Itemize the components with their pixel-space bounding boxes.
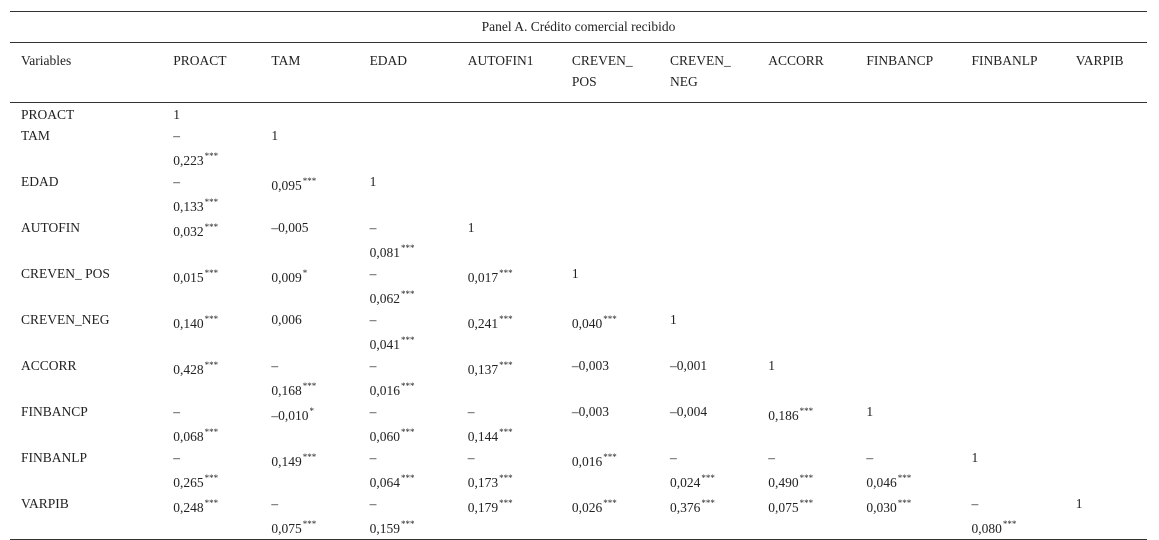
table-row: [10, 493, 1147, 539]
cell-value: 0,060: [369, 429, 400, 444]
table-cell: [260, 493, 358, 539]
table-cell: [659, 263, 757, 309]
significance-marker: *: [309, 406, 315, 416]
table-cell: [561, 125, 659, 171]
significance-marker: ***: [499, 314, 513, 324]
cell-value: 0,376: [670, 500, 701, 515]
table-cell: [961, 309, 1065, 355]
column-header-tam: TAM: [260, 43, 358, 103]
negative-sign: –: [670, 450, 677, 465]
table-cell: [855, 309, 960, 355]
table-cell: [162, 447, 260, 493]
column-header-finbancp: FINBANCP: [855, 43, 960, 103]
significance-marker: ***: [400, 473, 415, 483]
table-cell: [1065, 171, 1147, 217]
negative-sign: –: [971, 496, 979, 511]
table-cell: [961, 171, 1065, 217]
table-cell: [961, 103, 1065, 126]
table-cell: [659, 401, 757, 447]
table-cell: [359, 125, 457, 171]
table-cell: [162, 401, 260, 447]
significance-marker: ***: [204, 314, 219, 324]
significance-marker: ***: [499, 498, 513, 508]
significance-marker: ***: [701, 473, 715, 483]
table-cell: [1065, 355, 1147, 401]
table-cell: [961, 355, 1065, 401]
cell-value: 1: [571, 266, 579, 281]
table-cell: [659, 493, 757, 539]
table-cell: [757, 171, 855, 217]
table-cell: [457, 493, 561, 539]
table-row: [10, 401, 1147, 447]
table-cell: [359, 309, 457, 355]
table-cell: [757, 217, 855, 263]
negative-sign: –: [369, 450, 377, 465]
significance-marker: ***: [400, 381, 415, 391]
table-row: [10, 217, 1147, 263]
table-cell: [359, 355, 457, 401]
table-cell: [561, 401, 659, 447]
table-cell: [162, 171, 260, 217]
row-label: TAM: [21, 128, 50, 143]
cell-value: 1: [467, 220, 475, 235]
table-cell: [659, 355, 757, 401]
significance-marker: ***: [204, 268, 219, 278]
table-cell: [260, 447, 358, 493]
table-cell: [359, 447, 457, 493]
row-label: EDAD: [21, 174, 59, 189]
table-cell: [162, 309, 260, 355]
table-cell: [457, 401, 561, 447]
table-cell: [961, 125, 1065, 171]
cell-value: 0,140: [173, 316, 204, 331]
cell-value: 0,006: [271, 312, 302, 327]
table-cell: [260, 263, 358, 309]
table-row: [10, 125, 1147, 171]
cell-value: 0,075: [768, 500, 799, 515]
negative-sign: –: [271, 496, 279, 511]
row-label: ACCORR: [21, 358, 77, 373]
table-cell: [855, 493, 960, 539]
cell-value: 1: [768, 358, 775, 373]
column-header-accorr: ACCORR: [757, 43, 855, 103]
table-cell: [260, 401, 358, 447]
table-cell: [757, 401, 855, 447]
cell-value: 0,428: [173, 362, 204, 377]
significance-marker: ***: [799, 406, 814, 416]
table-cell: [457, 447, 561, 493]
table-cell: [260, 103, 358, 126]
table-bottom-rule: [10, 539, 1147, 540]
table-row: [10, 309, 1147, 355]
cell-value: –0,003: [571, 358, 610, 373]
table-cell: [855, 447, 960, 493]
table-cell: [1065, 103, 1147, 126]
table-cell: [359, 171, 457, 217]
table-cell: [457, 103, 561, 126]
significance-marker: ***: [204, 427, 219, 437]
cell-value: 0,095: [271, 178, 302, 193]
significance-marker: ***: [1002, 519, 1017, 529]
table-cell: [561, 355, 659, 401]
cell-value: 0,017: [467, 270, 499, 285]
table-cell: [961, 493, 1065, 539]
cell-value: 0,179: [467, 500, 499, 515]
significance-marker: ***: [701, 498, 715, 508]
column-header-creven-neg: CREVEN_ NEG: [659, 43, 757, 103]
cell-value: –0,005: [271, 220, 309, 235]
significance-marker: ***: [400, 335, 415, 345]
table-cell: [961, 401, 1065, 447]
row-label: AUTOFIN: [21, 220, 81, 235]
cell-value: 1: [670, 312, 677, 327]
significance-marker: ***: [400, 243, 415, 253]
cell-value: 0,062: [369, 291, 400, 306]
column-header-edad: EDAD: [359, 43, 457, 103]
table-body: [10, 103, 1147, 540]
column-header-finbanlp: FINBANLP: [961, 43, 1065, 103]
row-label: FINBANLP: [21, 450, 88, 465]
table-cell: [260, 125, 358, 171]
column-header-variables: Variables: [10, 43, 162, 103]
cell-value: 0,265: [173, 475, 204, 490]
table-cell: [162, 217, 260, 263]
table-cell: [659, 309, 757, 355]
column-header-proact: PROACT: [162, 43, 260, 103]
table-cell: [1065, 309, 1147, 355]
correlation-table-container: [10, 11, 1147, 540]
cell-value: 0,026: [571, 500, 603, 515]
table-cell: [961, 263, 1065, 309]
significance-marker: ***: [799, 498, 814, 508]
negative-sign: –: [467, 404, 475, 419]
table-cell: [1065, 401, 1147, 447]
row-label: FINBANCP: [21, 404, 88, 419]
negative-sign: –: [369, 404, 377, 419]
table-cell: [659, 217, 757, 263]
significance-marker: ***: [204, 151, 219, 161]
significance-marker: ***: [400, 427, 415, 437]
table-cell: [260, 355, 358, 401]
row-label: CREVEN_NEG: [21, 312, 110, 327]
table-cell: [961, 217, 1065, 263]
table-cell: [260, 309, 358, 355]
table-cell: [457, 355, 561, 401]
significance-marker: ***: [204, 498, 219, 508]
cell-value: 0,248: [173, 500, 204, 515]
table-row: [10, 355, 1147, 401]
cell-value: 0,168: [271, 383, 302, 398]
table-cell: [757, 263, 855, 309]
negative-sign: –: [768, 450, 775, 465]
column-header-row: [10, 43, 1147, 103]
table-cell: [457, 309, 561, 355]
significance-marker: ***: [400, 289, 415, 299]
table-cell: [1065, 493, 1147, 539]
table-cell: [757, 309, 855, 355]
table-cell: [457, 263, 561, 309]
significance-marker: ***: [499, 360, 513, 370]
table-cell: [561, 309, 659, 355]
significance-marker: ***: [302, 452, 317, 462]
cell-value: 0,032: [173, 224, 204, 239]
cell-value: 0,133: [173, 199, 204, 214]
significance-marker: ***: [603, 498, 617, 508]
table-cell: [757, 355, 855, 401]
negative-sign: –: [173, 174, 180, 189]
cell-value: 0,046: [866, 475, 897, 490]
table-cell: [162, 103, 260, 126]
cell-value: 0,064: [369, 475, 400, 490]
table-cell: [855, 125, 960, 171]
table-row: [10, 171, 1147, 217]
table-row: [10, 103, 1147, 126]
significance-marker: ***: [603, 452, 617, 462]
table-cell: [359, 401, 457, 447]
significance-marker: ***: [204, 360, 219, 370]
table-cell: [1065, 217, 1147, 263]
table-cell: [855, 171, 960, 217]
cell-value: 0,137: [467, 362, 499, 377]
cell-value: 1: [971, 450, 979, 465]
significance-marker: *: [302, 268, 308, 278]
table-cell: [561, 447, 659, 493]
significance-marker: ***: [897, 473, 912, 483]
cell-value: 0,149: [271, 454, 302, 469]
cell-value: 1: [271, 128, 279, 143]
cell-value: 1: [173, 107, 180, 122]
cell-value: 0,041: [369, 337, 400, 352]
table-cell: [162, 355, 260, 401]
table-row: [10, 447, 1147, 493]
significance-marker: ***: [204, 222, 219, 232]
table-cell: [359, 217, 457, 263]
negative-sign: –: [173, 450, 180, 465]
significance-marker: ***: [302, 176, 317, 186]
table-cell: [1065, 447, 1147, 493]
panel-title: Panel A. Crédito comercial recibido: [10, 12, 1147, 43]
table-cell: [757, 125, 855, 171]
cell-value: 0,080: [971, 521, 1002, 536]
cell-value: –0,003: [571, 404, 610, 419]
table-cell: [260, 171, 358, 217]
correlation-table: [10, 11, 1147, 540]
cell-value: 0,490: [768, 475, 799, 490]
negative-sign: –: [369, 220, 377, 235]
table-cell: [855, 263, 960, 309]
table-cell: [659, 171, 757, 217]
column-header-creven-pos: CREVEN_ POS: [561, 43, 659, 103]
table-row: [10, 263, 1147, 309]
table-cell: [561, 103, 659, 126]
table-cell: [659, 103, 757, 126]
table-cell: [561, 263, 659, 309]
cell-value: 0,223: [173, 153, 204, 168]
table-cell: [855, 401, 960, 447]
negative-sign: –: [271, 358, 279, 373]
cell-value: –0,004: [670, 404, 708, 419]
table-cell: [457, 171, 561, 217]
column-header-varpib: VARPIB: [1065, 43, 1147, 103]
table-cell: [855, 103, 960, 126]
table-cell: [561, 217, 659, 263]
cell-value: 0,016: [369, 383, 400, 398]
cell-value: 0,068: [173, 429, 204, 444]
negative-sign: –: [369, 358, 377, 373]
negative-sign: –: [866, 450, 874, 465]
negative-sign: –: [369, 312, 377, 327]
significance-marker: ***: [400, 519, 415, 529]
significance-marker: ***: [302, 381, 317, 391]
table-cell: [757, 103, 855, 126]
table-cell: [757, 493, 855, 539]
row-label: PROACT: [21, 107, 75, 122]
table-cell: [757, 447, 855, 493]
negative-sign: –: [369, 496, 377, 511]
table-cell: [359, 493, 457, 539]
cell-value: 0,081: [369, 245, 400, 260]
table-cell: [561, 171, 659, 217]
table-cell: [260, 217, 358, 263]
cell-value: 0,024: [670, 475, 701, 490]
significance-marker: ***: [897, 498, 912, 508]
cell-value: 1: [866, 404, 874, 419]
table-cell: [1065, 263, 1147, 309]
table-cell: [457, 217, 561, 263]
table-cell: [359, 103, 457, 126]
significance-marker: ***: [603, 314, 617, 324]
table-cell: [1065, 125, 1147, 171]
cell-value: 0,186: [768, 408, 799, 423]
table-cell: [855, 217, 960, 263]
cell-value: 0,144: [467, 429, 499, 444]
cell-value: 0,016: [571, 454, 603, 469]
cell-value: 0,241: [467, 316, 499, 331]
significance-marker: ***: [302, 519, 317, 529]
significance-marker: ***: [499, 473, 513, 483]
table-cell: [659, 125, 757, 171]
table-cell: [659, 447, 757, 493]
negative-sign: –: [467, 450, 475, 465]
table-cell: [359, 263, 457, 309]
cell-value: 0,009: [271, 270, 302, 285]
cell-value: 1: [369, 174, 377, 189]
significance-marker: ***: [204, 473, 219, 483]
cell-value: 0,030: [866, 500, 897, 515]
cell-value: 0,159: [369, 521, 400, 536]
table-cell: [162, 263, 260, 309]
cell-value: –0,010: [271, 408, 309, 423]
negative-sign: –: [173, 404, 180, 419]
table-cell: [855, 355, 960, 401]
cell-value: 0,075: [271, 521, 302, 536]
row-label: CREVEN_ POS: [21, 266, 110, 281]
table-cell: [162, 125, 260, 171]
table-cell: [457, 125, 561, 171]
cell-value: 0,040: [571, 316, 603, 331]
significance-marker: ***: [499, 427, 513, 437]
cell-value: 1: [1075, 496, 1083, 511]
cell-value: 0,173: [467, 475, 499, 490]
table-cell: [561, 493, 659, 539]
significance-marker: ***: [204, 197, 219, 207]
significance-marker: ***: [799, 473, 814, 483]
table-cell: [961, 447, 1065, 493]
column-header-autofin1: AUTOFIN1: [457, 43, 561, 103]
table-cell: [162, 493, 260, 539]
significance-marker: ***: [499, 268, 513, 278]
negative-sign: –: [173, 128, 180, 143]
cell-value: 0,015: [173, 270, 204, 285]
row-label: VARPIB: [21, 496, 69, 511]
cell-value: –0,001: [670, 358, 708, 373]
negative-sign: –: [369, 266, 377, 281]
